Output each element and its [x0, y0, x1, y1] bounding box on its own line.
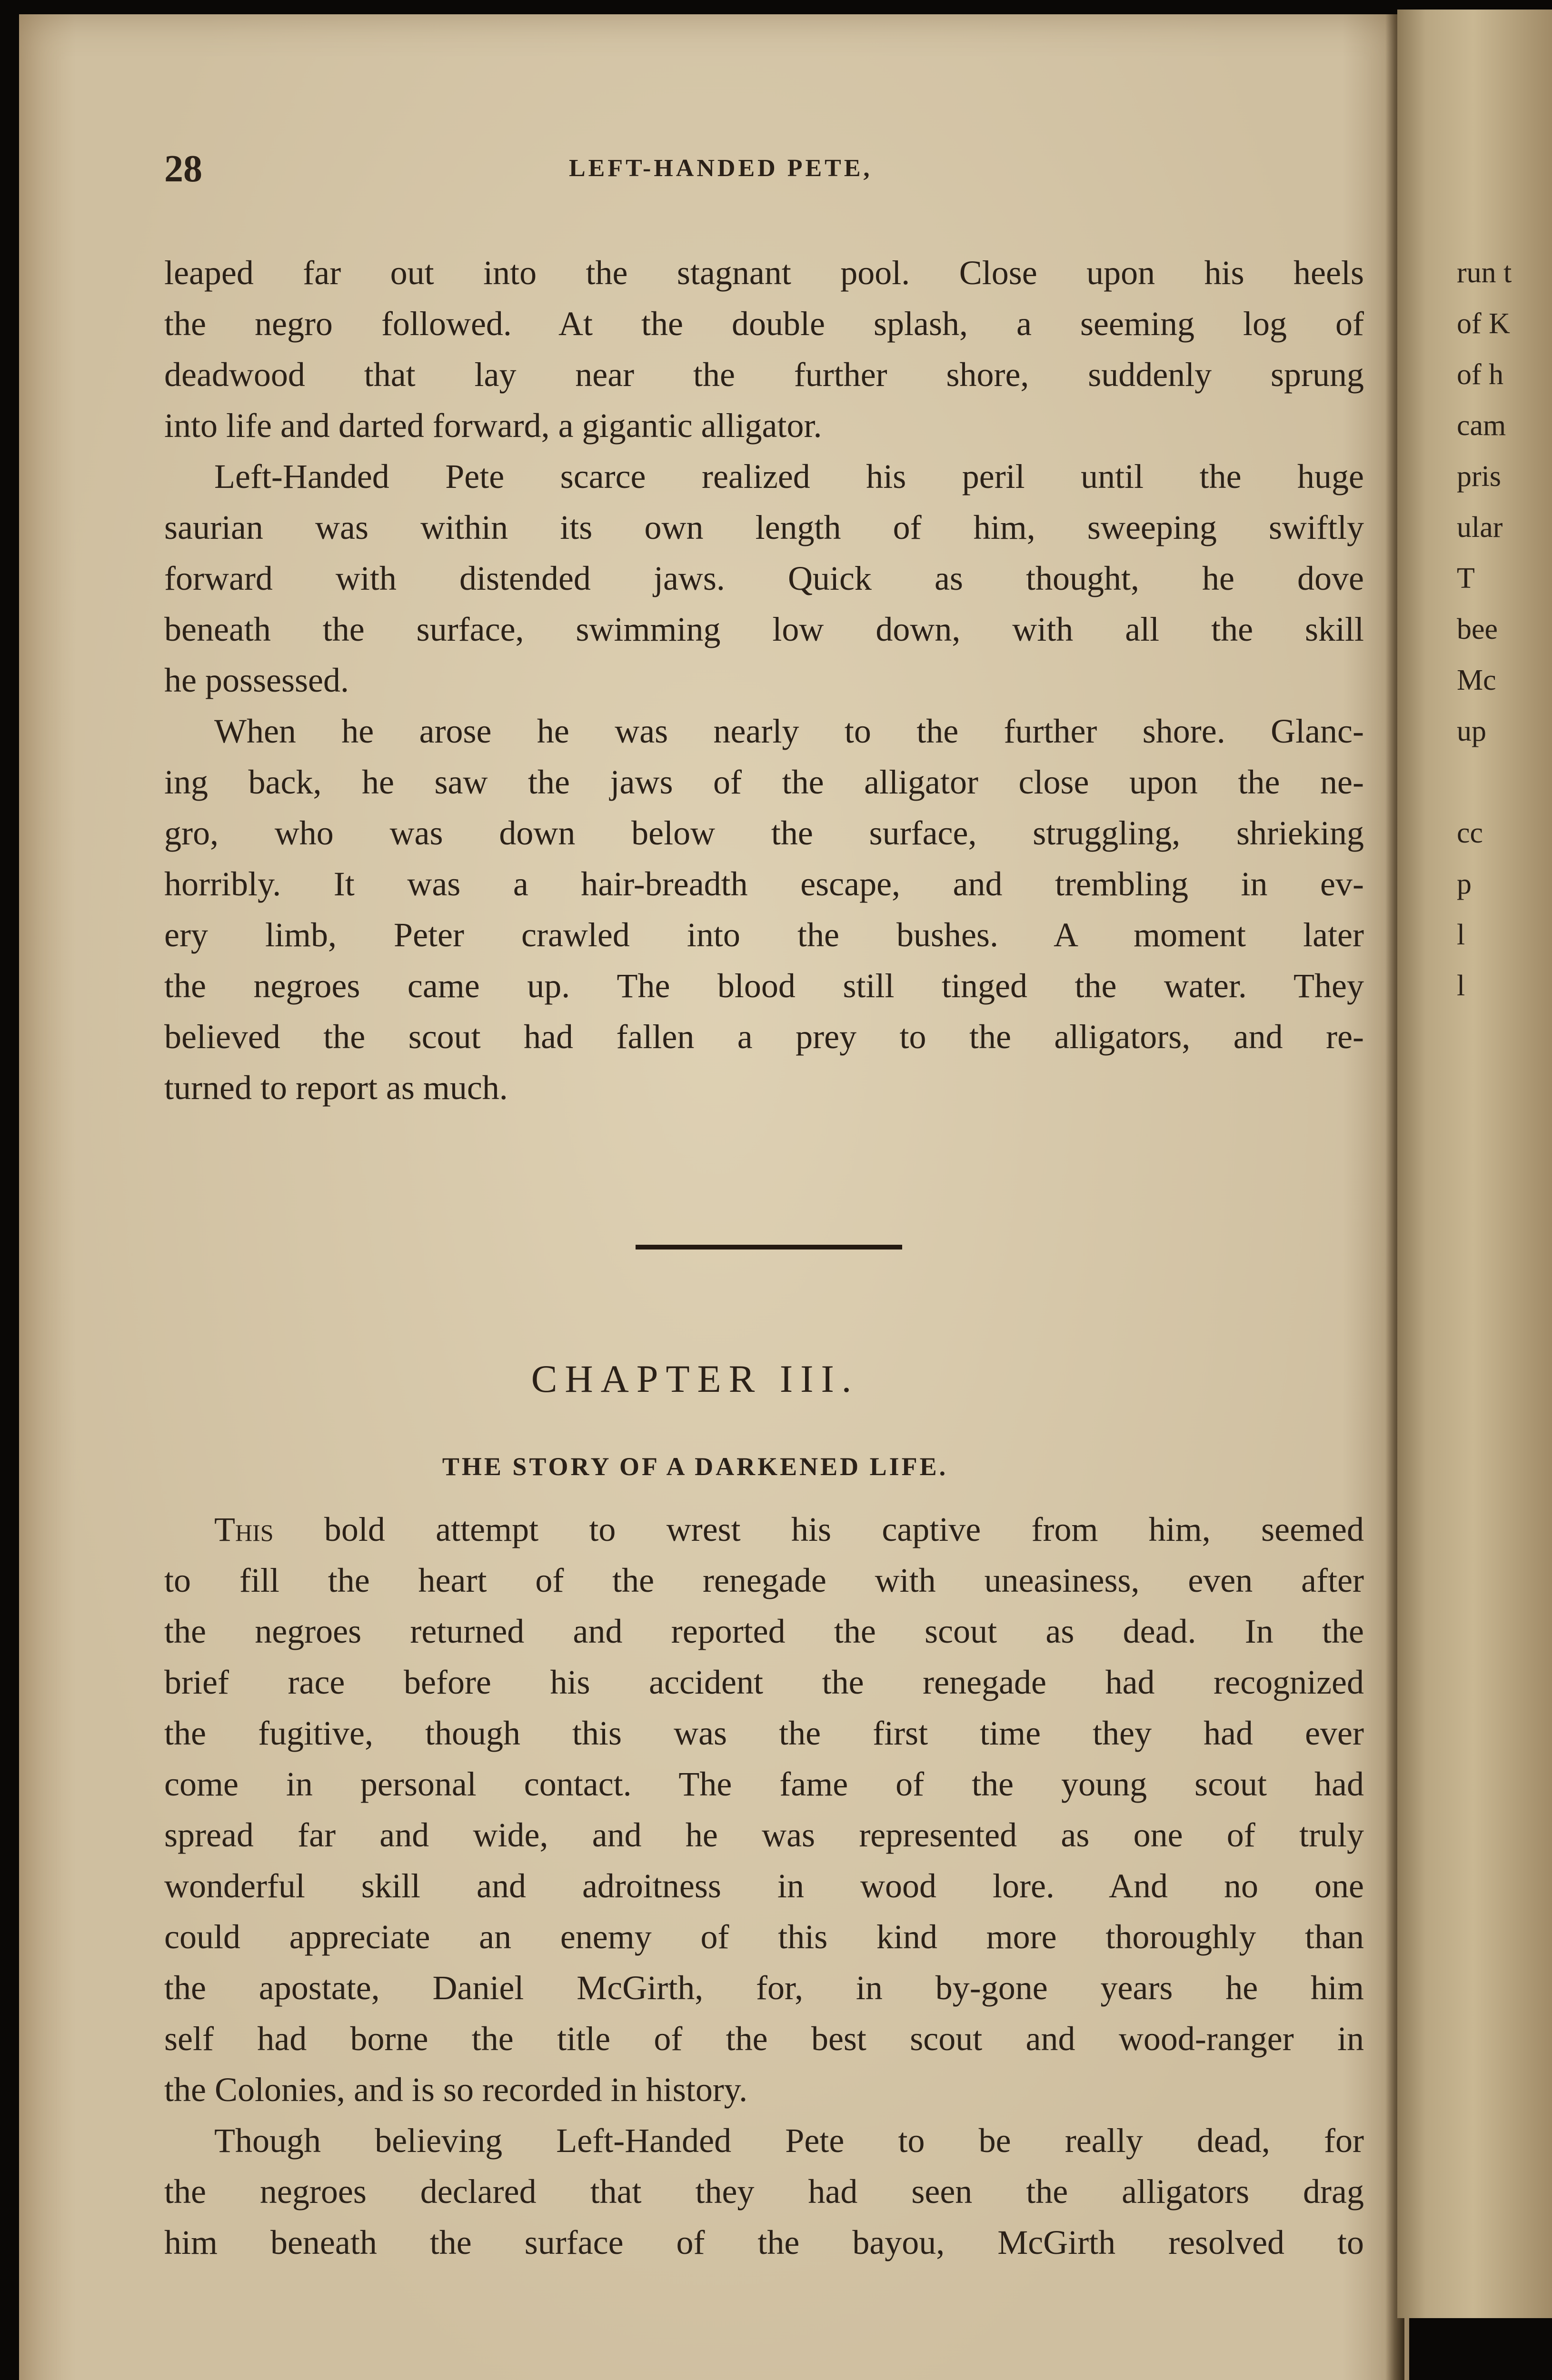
paragraph — [164, 706, 1364, 1113]
text-line: ery limb, Peter crawled into the bushes. A moment later — [164, 916, 1364, 954]
text-line: forward with distended jaws. Quick as thought, he dove — [164, 559, 1364, 597]
text-line-rest: bold attempt to wrest his captive from him, seemed — [273, 1510, 1364, 1548]
fragment: p — [1457, 868, 1472, 900]
text-line: When he arose he was nearly to the further shore. Glanc- — [214, 712, 1364, 750]
text-line: the negroes came up. The blood still tinged the water. They — [164, 967, 1364, 1005]
fragment: up — [1457, 715, 1486, 747]
fragment: pris — [1457, 460, 1501, 493]
paragraph — [164, 1504, 1364, 2115]
text-line: into life and darted forward, a gigantic alligator. — [164, 407, 822, 445]
text-line — [164, 1504, 1364, 1555]
text-line: turned to report as much. — [164, 1069, 508, 1107]
running-head: LEFT-HANDED PETE, — [569, 155, 873, 182]
text-line: self had borne the title of the best scout and wood-ranger in — [164, 2020, 1364, 2058]
fragment: ular — [1457, 511, 1503, 544]
text-line: saurian was within its own length of him, sweeping swiftly — [164, 508, 1364, 546]
text-line: the fugitive, though this was the first time they had ever — [164, 1714, 1364, 1752]
fragment — [1457, 757, 1552, 808]
fragment: T — [1457, 562, 1475, 595]
body-text — [164, 248, 1364, 1113]
fragment: run t — [1457, 257, 1512, 289]
chapter-subtitle: THE STORY OF A DARKENED LIFE. — [442, 1452, 948, 1481]
text-line: the negroes declared that they had seen the alligators drag — [164, 2172, 1364, 2211]
text-line: the negroes returned and reported the scout as dead. In the — [164, 1612, 1364, 1650]
text-line: come in personal contact. The fame of the young scout had — [164, 1765, 1364, 1803]
fragment: of h — [1457, 358, 1504, 391]
text-line: believed the scout had fallen a prey to the alligators, and re- — [164, 1018, 1364, 1056]
page-number: 28 — [164, 148, 202, 190]
fragment: cc — [1457, 817, 1483, 849]
text-line: he possessed. — [164, 661, 349, 699]
paragraph — [164, 451, 1364, 706]
facing-page-text — [1457, 248, 1552, 1012]
drop-word: This — [214, 1510, 274, 1548]
text-line: horribly. It was a hair-breadth escape, and trembling in ev- — [164, 865, 1364, 903]
text-line: the apostate, Daniel McGirth, for, in by-gone years he him — [164, 1969, 1364, 2007]
paragraph — [164, 248, 1364, 451]
text-line: gro, who was down below the surface, struggling, shrieking — [164, 814, 1364, 852]
text-line: to fill the heart of the renegade with uneasiness, even after — [164, 1561, 1364, 1599]
text-line: deadwood that lay near the further shore, suddenly sprung — [164, 356, 1364, 394]
text-line: brief race before his accident the renegade had recognized — [164, 1663, 1364, 1701]
text-line: spread far and wide, and he was represented as one of truly — [164, 1816, 1364, 1854]
text-line: the negro followed. At the double splash, a seeming log of — [164, 305, 1364, 343]
chapter-divider — [636, 1245, 902, 1250]
page-header — [164, 148, 1354, 200]
fragment: bee — [1457, 613, 1498, 645]
text-line: beneath the surface, swimming low down, with all the skill — [164, 610, 1364, 648]
text-line: him beneath the surface of the bayou, McGirth resolved to — [164, 2223, 1364, 2261]
chapter-title: CHAPTER III. — [531, 1357, 859, 1400]
text-line: the Colonies, and is so recorded in history. — [164, 2071, 748, 2109]
fragment: l — [1457, 919, 1465, 951]
paragraph — [164, 2115, 1364, 2268]
fragment: l — [1457, 970, 1465, 1002]
text-line: leaped far out into the stagnant pool. Close upon his heels — [164, 254, 1364, 292]
fragment: cam — [1457, 409, 1506, 442]
chapter-body — [164, 1504, 1364, 2268]
text-line: Left-Handed Pete scarce realized his peril until the huge — [214, 457, 1364, 496]
text-line: Though believing Left-Handed Pete to be really dead, for — [214, 2122, 1364, 2160]
fragment: Mc — [1457, 664, 1496, 696]
text-line: wonderful skill and adroitness in wood lore. And no one — [164, 1867, 1364, 1905]
text-line: could appreciate an enemy of this kind more thoroughly than — [164, 1918, 1364, 1956]
text-line: ing back, he saw the jaws of the alligator close upon the ne- — [164, 763, 1364, 801]
fragment: of K — [1457, 307, 1510, 340]
